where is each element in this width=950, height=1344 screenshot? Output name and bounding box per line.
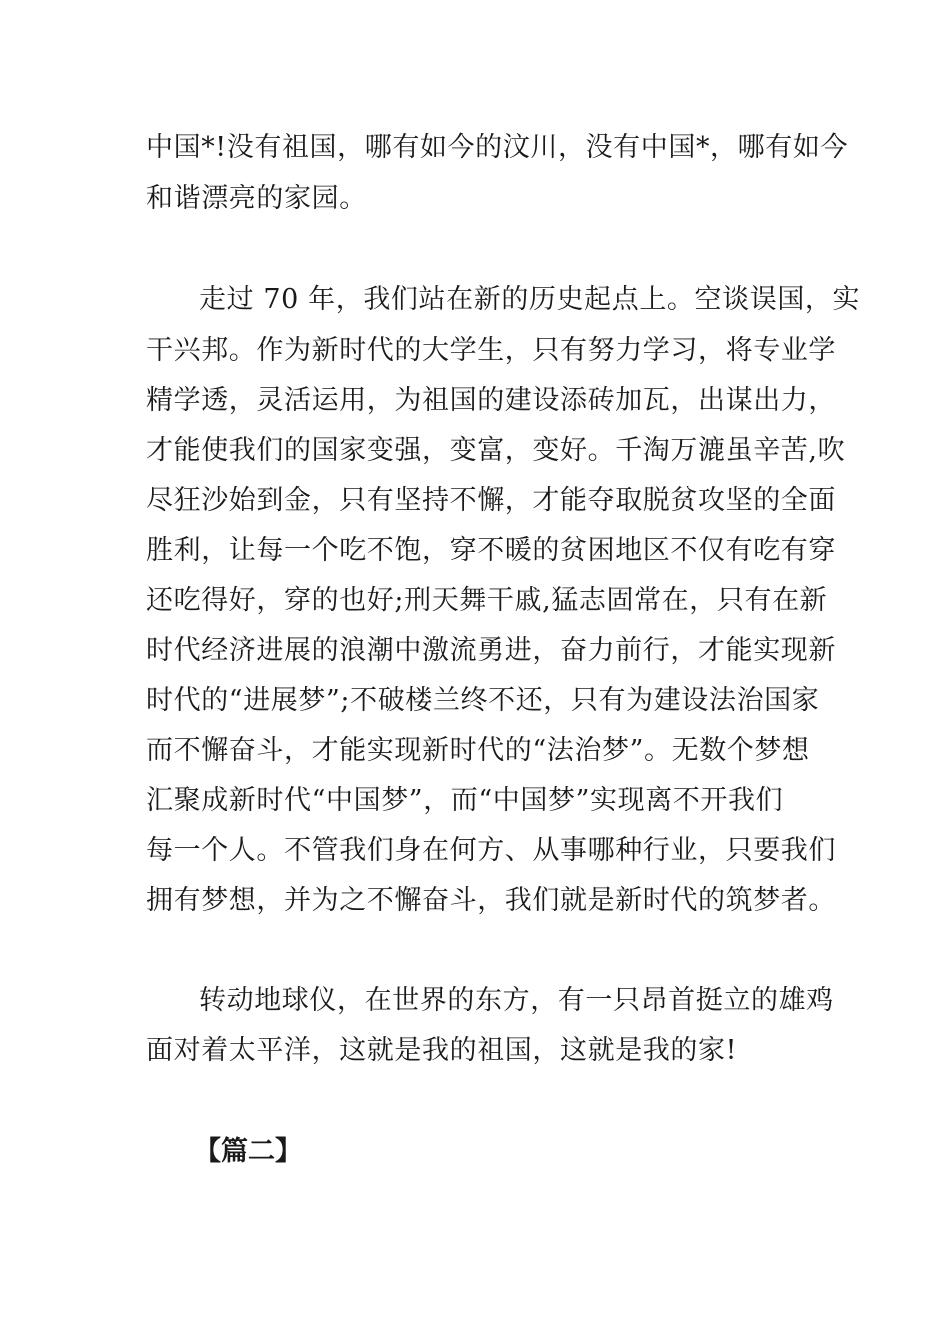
paragraph-2-line-3: 精学透，灵活运用，为祖国的建设添砖加瓦，出谋出力， (146, 385, 836, 416)
paragraph-2-line-9: 时代的“进展梦”;不破楼兰终不还，只有为建设法治国家 (146, 685, 820, 716)
section-heading: 【篇二】 (194, 1136, 302, 1167)
paragraph-2-line-5: 尽狂沙始到金，只有坚持不懈，才能夺取脱贫攻坚的全面 (146, 485, 836, 516)
paragraph-2-line-13: 拥有梦想，并为之不懈奋斗，我们就是新时代的筑梦者。 (146, 885, 836, 916)
paragraph-2-line-8: 时代经济进展的浪潮中激流勇进，奋力前行，才能实现新 (146, 635, 836, 666)
paragraph-2-line-12: 每一个人。不管我们身在何方、从事哪种行业，只要我们 (146, 835, 836, 866)
paragraph-2-line-2: 干兴邦。作为新时代的大学生，只有努力学习，将专业学 (146, 335, 836, 366)
paragraph-3-line-2: 面对着太平洋，这就是我的祖国，这就是我的家! (146, 1035, 738, 1066)
paragraph-2-line-1: 走过 70 年，我们站在新的历史起点上。空谈误国，实 (199, 284, 861, 315)
paragraph-1-line-2: 和谐漂亮的家园。 (146, 183, 367, 214)
paragraph-2-line-4: 才能使我们的国家变强，变富，变好。千淘万漉虽辛苦,吹 (146, 435, 846, 466)
paragraph-2-line-11: 汇聚成新时代“中国梦”，而“中国梦”实现离不开我们 (146, 785, 784, 816)
paragraph-3-line-1: 转动地球仪，在世界的东方，有一只昂首挺立的雄鸡 (199, 985, 834, 1016)
paragraph-1-line-1: 中国*!没有祖国，哪有如今的汶川，没有中国*，哪有如今 (146, 132, 849, 163)
paragraph-2-line-10: 而不懈奋斗，才能实现新时代的“法治梦”。无数个梦想 (146, 735, 810, 766)
paragraph-2-line-7: 还吃得好，穿的也好;刑天舞干戚,猛志固常在，只有在新 (146, 585, 828, 616)
paragraph-2-line-6: 胜利，让每一个吃不饱，穿不暖的贫困地区不仅有吃有穿 (146, 535, 836, 566)
